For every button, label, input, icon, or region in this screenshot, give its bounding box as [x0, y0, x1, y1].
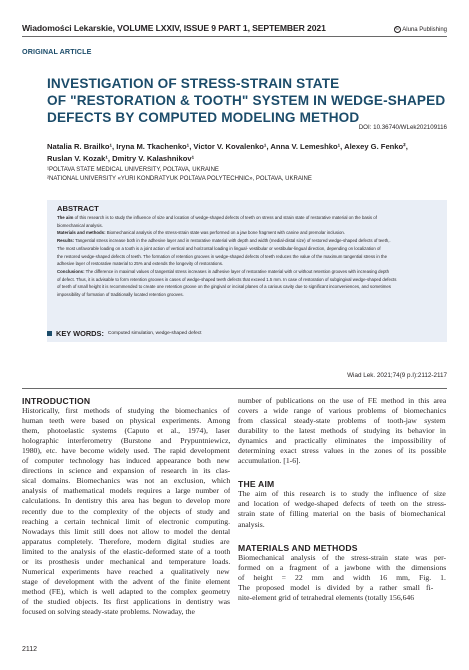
abstract-label: The aim — [57, 215, 74, 220]
title-line: INVESTIGATION OF STRESS-STRAIN STATE — [47, 76, 340, 91]
text-line: accumulation. [1-6]. — [238, 456, 301, 466]
author-line: Natalia R. Brailko¹, Iryna M. Tkachenko¹, Victor V. Kovalenko¹, Anna V. Lemeshko¹, Alexey G. Fenko², — [47, 142, 408, 151]
abstract-line — [57, 268, 439, 276]
abstract-line — [57, 222, 439, 230]
title-line: DEFECTS BY COMPUTED MODELING METHOD — [47, 109, 360, 125]
abstract-line — [57, 253, 439, 261]
text-line: stage of development with the advent of the finite element — [22, 576, 230, 586]
text-line: recently due to the complexity of the objects of study and — [22, 506, 230, 516]
text-line: formed on a fragment of a jawbone with the dimensions — [238, 562, 446, 572]
abstract-line — [57, 260, 439, 268]
citation-divider — [22, 388, 447, 389]
keywords-text: Computed simulation, wedge-shaped defect — [107, 331, 202, 336]
abstract-text: the restored wedge-shaped defects of teeth. The formation of retention grooves in wedge-shaped defects of teeth reduces the value of the maximum tangential stress in the — [57, 253, 387, 259]
text-line: limited to the analysis of the elastic-deformed state of a tooth — [22, 546, 230, 556]
text-line: durability to the latest methods of studying its behavior in — [238, 426, 446, 436]
abstract-text: The difference in maximal values of tangential stress increases in adhesive layer of restorative material with or without retention grooves with increasing depth — [84, 268, 390, 274]
section-heading-aim: THE AIM — [238, 479, 275, 490]
text-line: calculations. In dentistry this area has begun to develop more — [22, 496, 230, 506]
keywords-label: KEY WORDS: — [56, 329, 104, 338]
citation: Wiad Lek. 2021;74(9 p.I):2112-2117 — [347, 372, 447, 379]
affiliation: ²NATIONAL UNIVERSITY «YURI KONDRATYUK POLTAVA POLYTECHNIC», POLTAVA, UKRAINE — [47, 176, 312, 182]
text-line: holographic interferometry (Burstone and Prypuntniewicz, — [22, 436, 230, 446]
abstract-text: The most unfavorable loading on a tooth is a joint action of vertical and horizontal loading in lingual- vestibular or vestibular-lingual direction, depending on localization of — [57, 245, 381, 251]
section-heading-introduction: INTRODUCTION — [22, 396, 91, 406]
text-line: covers a wide range of various problems of biomechanics — [238, 406, 446, 416]
abstract-line — [57, 229, 439, 237]
text-line: The aim of this research is to study the influence of size — [238, 489, 446, 499]
text-line: number of publications on the use of FE method in this area — [238, 396, 446, 405]
text-line: directions in science and expansion of research in its clas- — [22, 466, 230, 476]
article-type: ORIGINAL ARTICLE — [22, 47, 92, 56]
right-column — [238, 396, 446, 603]
text-line: apparatus completely. Therefore, modern digital studies are — [22, 536, 230, 546]
text-line: and location of wedge-shaped defects of teeth on the stress- — [238, 499, 446, 509]
text-line: of computer technology has induced appearance both new — [22, 456, 230, 466]
abstract-line — [57, 291, 439, 299]
aim-body — [238, 489, 446, 529]
methods-body — [238, 553, 446, 603]
abstract-text: impossibility of formation of traditionally located retention grooves. — [57, 292, 184, 298]
text-line: method (FE), which is well adapted to the complex geometry — [22, 586, 230, 596]
text-line: of the studied objects. Its first applications in dentistry was — [22, 596, 230, 606]
abstract-label: Conclusions: — [57, 268, 85, 274]
publisher — [394, 26, 447, 33]
text-line: or its prosthesis under mechanical and temperature loads. — [22, 556, 230, 566]
abstract-text: of this research is to study the influence of size and location of wedge-shaped defects of teeth on stress and strain state of restorative material on the basis of — [73, 215, 377, 220]
left-column — [22, 396, 230, 617]
text-line: reaching a certain technical limit of electronic computing. — [22, 516, 230, 526]
abstract-text: of teeth of small height it is recommended to create one retention groove on the gingival or incisal planes of a carious cavity due to significant inconveniences, and sometimes — [57, 284, 391, 290]
abstract-label: Materials and methods: — [57, 230, 106, 236]
abstract-text: of defect. Thus, it is advisable to form retention grooves in cases of wedge-shaped teeth defects that exceed 1.5 mm. In case of restoration of subgingival wedge-shaped defects — [57, 276, 397, 282]
article-title — [47, 76, 447, 126]
abstract-line — [57, 214, 439, 222]
abstract-heading: ABSTRACT — [57, 204, 99, 213]
abstract-line — [57, 276, 439, 284]
introduction-body — [22, 406, 230, 617]
abstract-text: Tangential stress increase both in the adhesive layer and in restorative material with depth and width (medial-distal size) of restored wedge-shaped defects of teeth,. — [74, 238, 391, 244]
page-number: 2112 — [22, 646, 38, 653]
text-line: analysis. — [238, 519, 265, 529]
text-line: focused on solving steady-state problems. Nowaday, the — [22, 606, 195, 616]
abstract-label: Results: — [57, 238, 75, 244]
journal-issue: Wiadomości Lekarskie, VOLUME LXXIV, ISSUE 9 PART 1, SEPTEMBER 2021 — [22, 23, 326, 33]
introduction-continued — [238, 396, 446, 466]
doi[interactable]: DOI: 10.36740/WLek202109116 — [358, 124, 447, 131]
keywords-marker — [47, 331, 52, 336]
header-divider — [22, 36, 447, 37]
text-line: determining exact stress values in the zones of its possible — [238, 446, 446, 456]
text-line: nite-element grid of tetrahedral elements (totally 156,646 — [238, 592, 415, 602]
text-line: of height = 22 mm and width 16 mm, Fig. 1. — [238, 572, 446, 582]
text-line: Nowadays this limit still does not allow to model the dental — [22, 526, 230, 536]
text-line: strain state of filling material on the basis of biomechanical — [238, 509, 446, 519]
text-line: them, photoelastic systems (Caputo et al., 1974), laser — [22, 426, 230, 436]
text-line: sical domains. Biomechanics was not an exclusion, which — [22, 476, 230, 486]
text-line: dynamics and practically eliminates the impossibility of — [238, 436, 446, 446]
running-header — [22, 19, 447, 33]
abstract-line — [57, 245, 439, 253]
title-line: OF "RESTORATION & TOOTH" SYSTEM IN WEDGE-SHAPED — [47, 92, 446, 108]
text-line: Historically, first methods of studying the biomechanics of — [22, 406, 230, 416]
text-line: analysis of mathematical models requires a large number of — [22, 486, 230, 496]
section-heading-methods: MATERIALS AND METHODS — [238, 542, 358, 553]
abstract-text: Biomechanical analysis of the stress-strain state was performed on a jaw bone fragment with canine and premolar inclusion. — [105, 230, 346, 236]
text-line: Numerical experiments have reached a qualitatively new — [22, 566, 230, 576]
text-line: from classical steady-state problems of tooth-jaw system — [238, 416, 446, 426]
abstract-text: adhesive layer of restorative material to 25% and extends the longevity of restorations. — [57, 261, 224, 267]
affiliation: ¹POLTAVA STATE MEDICAL UNIVERSITY, POLTAVA, UKRAINE — [47, 167, 219, 173]
author-list — [47, 141, 447, 165]
abstract-line — [57, 283, 439, 291]
abstract-body — [57, 214, 439, 299]
text-line: The proposed model is divided by a rather small fi- — [238, 582, 434, 592]
abstract-line — [57, 237, 439, 245]
text-line: 1980), etc. have become widely used. The rapid development — [22, 446, 230, 456]
abstract-box — [47, 200, 447, 342]
text-line: Biomechanical analysis of the stress-strain state was per- — [238, 552, 446, 562]
text-line: human teeth were based on physical experiments. Among — [22, 416, 230, 426]
publisher-name: Aluna Publishing — [402, 26, 447, 33]
abstract-text: biomechanical analysis. — [57, 222, 103, 228]
keywords — [47, 329, 202, 338]
copyright-icon: © — [395, 26, 400, 32]
affiliations — [47, 166, 312, 184]
author-line: Ruslan V. Kozak¹, Dmitry V. Kalashnikov¹ — [47, 154, 195, 163]
